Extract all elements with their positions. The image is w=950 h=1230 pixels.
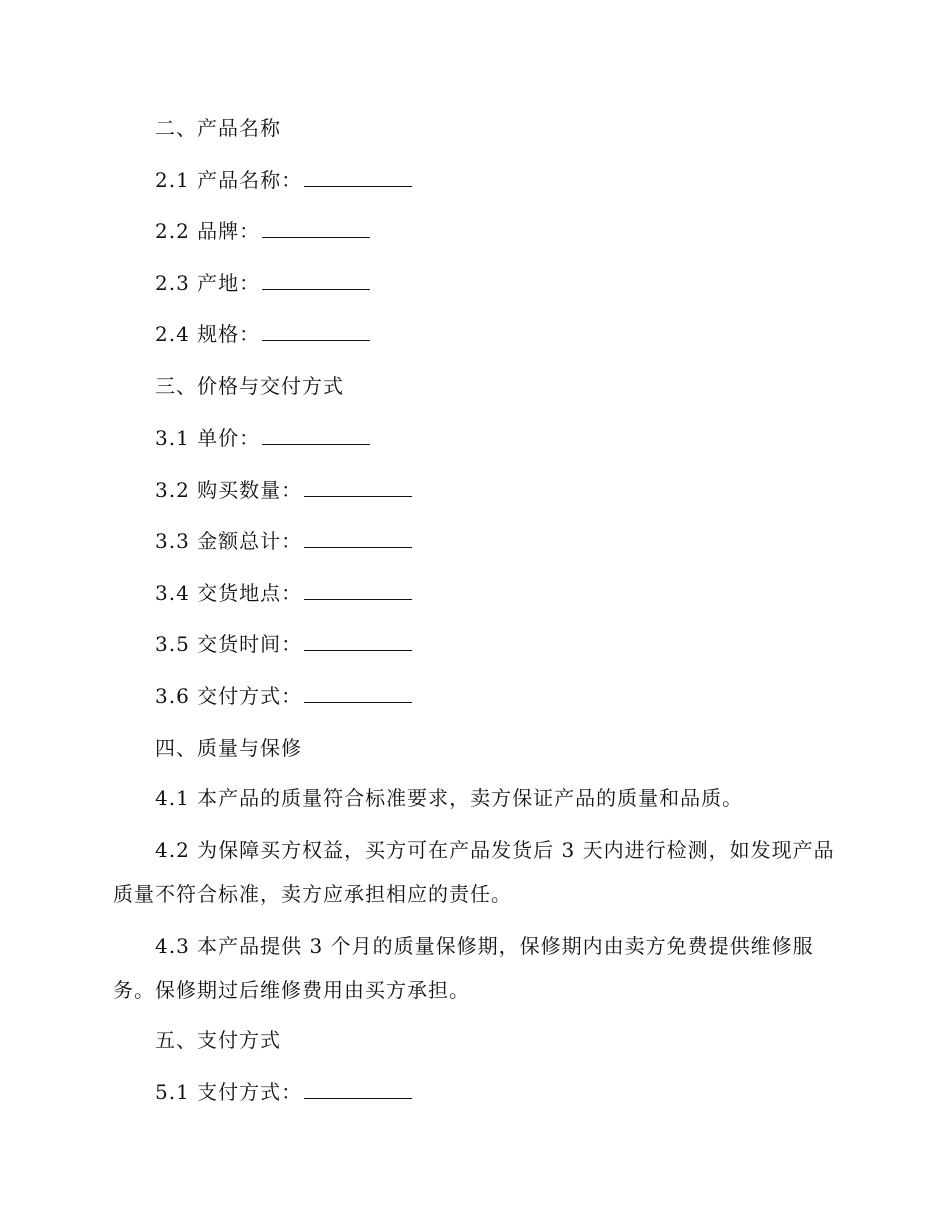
blank-underline[interactable]: [304, 684, 412, 703]
blank-underline[interactable]: [304, 529, 412, 548]
field-label: 3.5 交货时间：: [155, 632, 303, 656]
field-label: 3.3 金额总计：: [155, 529, 303, 553]
paragraph-4-3: 4.3 本产品提供 3 个月的质量保修期，保修期内由卖方免费提供维修服务。保修期过后维修费用由买方承担。: [113, 934, 814, 1002]
field-label: 2.3 产地：: [155, 271, 261, 295]
blank-underline[interactable]: [262, 271, 370, 290]
field-brand: [155, 218, 370, 244]
section-heading-price-delivery: 三、价格与交付方式: [155, 374, 344, 398]
field-origin: [155, 270, 370, 296]
field-quantity: [155, 477, 412, 503]
blank-underline[interactable]: [262, 426, 370, 445]
section-heading-product-name: 二、产品名称: [155, 116, 281, 140]
field-product-name: [155, 167, 412, 193]
blank-underline[interactable]: [304, 1080, 412, 1099]
field-label: 2.2 品牌：: [155, 219, 261, 243]
field-label: 3.1 单价：: [155, 426, 261, 450]
field-label: 3.2 购买数量：: [155, 478, 303, 502]
field-label: 2.1 产品名称：: [155, 168, 303, 192]
field-label: 2.4 规格：: [155, 322, 261, 346]
field-spec: [155, 321, 370, 347]
field-label: 3.6 交付方式：: [155, 684, 303, 708]
field-delivery-time: [155, 631, 412, 657]
field-delivery-method: [155, 683, 412, 709]
field-unit-price: [155, 425, 370, 451]
field-total-amount: [155, 528, 412, 554]
blank-underline[interactable]: [262, 219, 370, 238]
paragraph-4-2: 4.2 为保障买方权益，买方可在产品发货后 3 天内进行检测，如发现产品质量不符合标准，卖方应承担相应的责任。: [113, 838, 835, 906]
field-payment-method: [155, 1079, 412, 1105]
blank-underline[interactable]: [304, 581, 412, 600]
blank-underline[interactable]: [262, 322, 370, 341]
field-delivery-place: [155, 580, 412, 606]
paragraph-4-1: 4.1 本产品的质量符合标准要求，卖方保证产品的质量和品质。: [155, 786, 744, 810]
blank-underline[interactable]: [304, 478, 412, 497]
section-heading-payment: 五、支付方式: [155, 1028, 281, 1052]
blank-underline[interactable]: [304, 632, 412, 651]
field-label: 3.4 交货地点：: [155, 581, 303, 605]
field-label: 5.1 支付方式：: [155, 1080, 303, 1104]
blank-underline[interactable]: [304, 168, 412, 187]
section-heading-quality-warranty: 四、质量与保修: [155, 736, 302, 760]
